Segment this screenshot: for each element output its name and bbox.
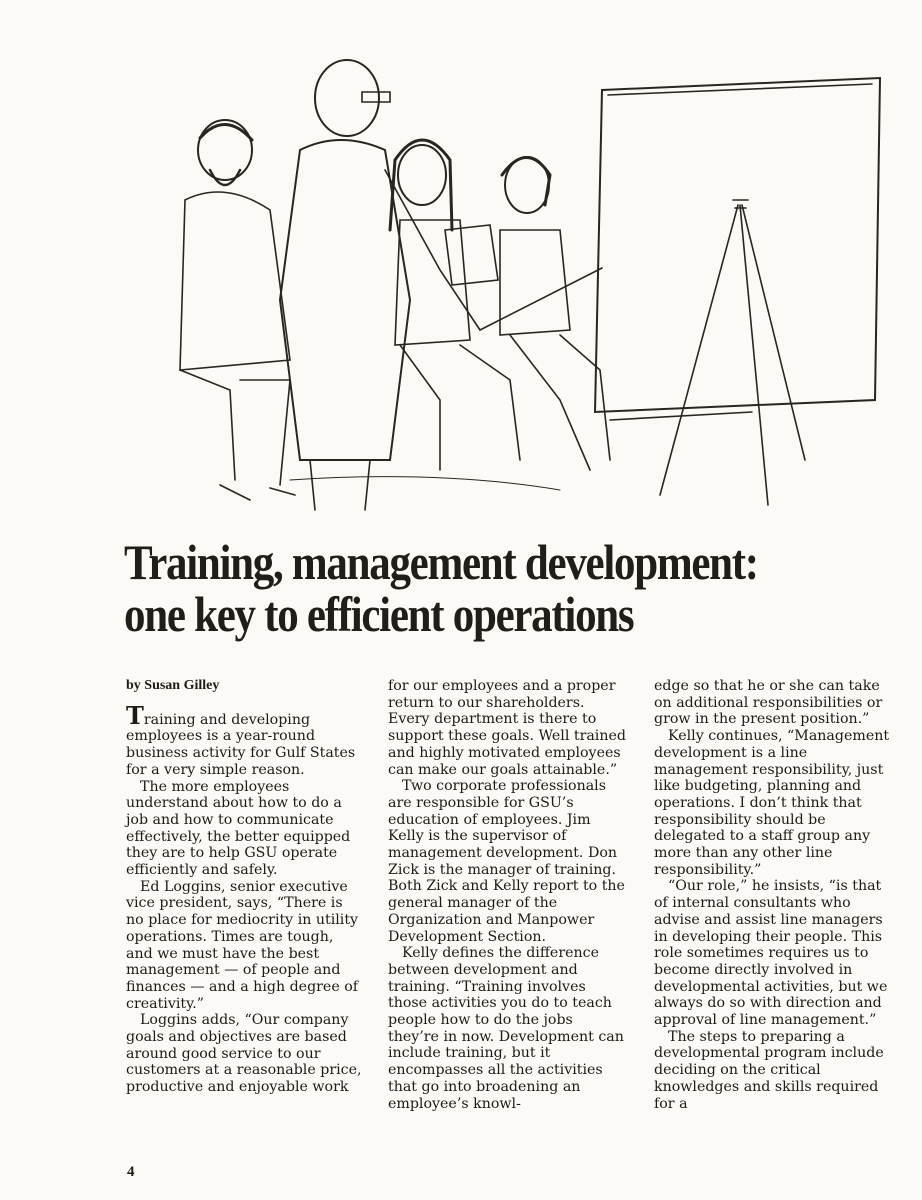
paragraph: The more employees understand about how to do a job and how to communicate effectively, the better equipped they are to help GSU operate efficiently and safely.: [126, 778, 351, 879]
paragraph: The steps to preparing a developmental program include deciding on the critical knowledges and skills required for a: [654, 1028, 884, 1112]
paragraph: Loggins adds, “Our company goals and objectives are based around good service to our customers at a reasonable price, productive and enjoyable work: [126, 1012, 362, 1096]
headline-line-1: Training, management development:: [124, 534, 758, 590]
paragraph: for our employees and a proper return to our shareholders. Every department is there to support these goals. Well trained and highly motivated employees can make our goals attainable.”: [388, 678, 626, 778]
byline: by Susan Gilley: [126, 678, 220, 693]
article-column-2: [388, 678, 626, 1112]
article-column-3: [654, 678, 892, 1112]
paragraph: edge so that he or she can take on additional responsibilities or grow in the present position.”: [654, 678, 883, 728]
article-column-1: [126, 678, 364, 1096]
paragraph: Two corporate professionals are responsible for GSU’s education of employees. Jim Kelly is the supervisor of management development. Don Zick is the manager of training. Both Zick and Kelly report to the general manager of the Organization and Manpower Development Section.: [388, 778, 625, 945]
training-session-illustration: [140, 40, 885, 520]
drop-cap: T: [126, 700, 144, 730]
paragraph: Kelly continues, “Management development is a line management responsibility, just like budgeting, planning and operations. I don’t think that responsibility should be delegated to a staff group any more than any other line responsibility.”: [654, 728, 890, 878]
page-number: 4: [127, 1164, 135, 1180]
headline-line-2: one key to efficient operations: [124, 586, 634, 642]
paragraph: Kelly defines the difference between development and training. “Training involves those activities you do to teach people how to do the jobs they’re in now. Development can include training, but it encompasses all the activities that go into broadening an employee’s knowl-: [388, 945, 624, 1112]
paragraph: “Our role,” he insists, “is that of internal consultants who advise and assist line managers in developing their people. This role sometimes requires us to become directly involved in developmental activities, but we always do so with direction and approval of line management.”: [654, 878, 888, 1029]
paragraph: Ed Loggins, senior executive vice president, says, “There is no place for mediocrity in utility operations. Times are tough, and we must have the best management — of people and finances — and a high degree of creativity.”: [126, 878, 359, 1012]
headline: [124, 536, 795, 640]
paragraph: Training and developing employees is a year-round business activity for Gulf States for a very simple reason.: [126, 700, 356, 778]
